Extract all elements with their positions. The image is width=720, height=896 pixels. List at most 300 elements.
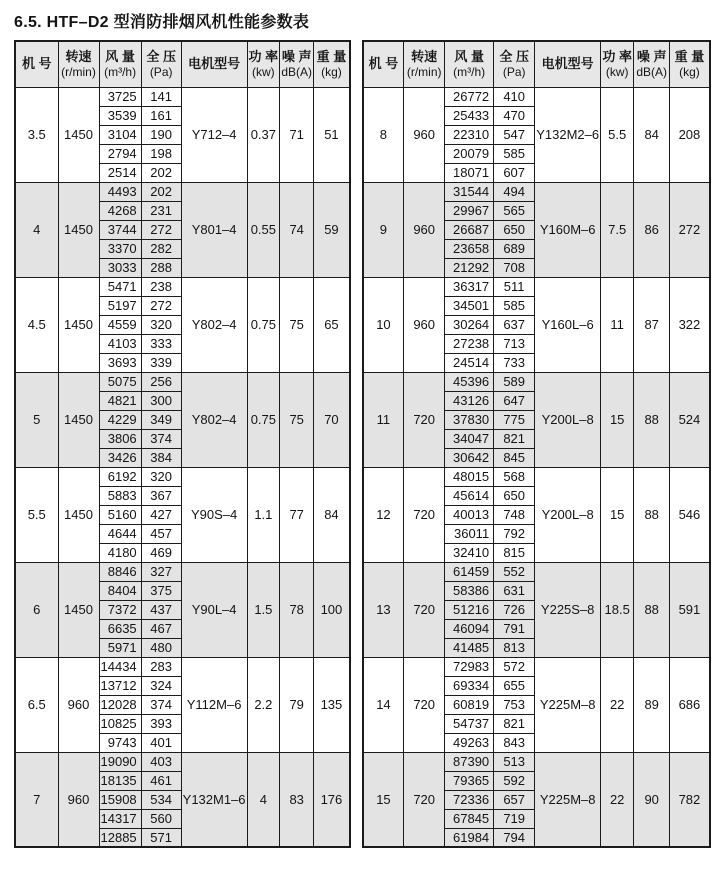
cell-air-volume: 27238	[445, 334, 494, 353]
cell-air-volume: 8846	[99, 562, 141, 581]
cell-pressure: 384	[141, 448, 181, 467]
cell-pressure: 374	[141, 429, 181, 448]
cell-pressure: 843	[494, 733, 535, 752]
cell-pressure: 748	[494, 505, 535, 524]
cell-pressure: 689	[494, 239, 535, 258]
cell-model-no: 10	[363, 277, 404, 372]
cell-power: 22	[601, 657, 634, 752]
cell-speed: 1450	[58, 562, 99, 657]
table-row	[363, 467, 710, 486]
cell-air-volume: 4268	[99, 201, 141, 220]
cell-noise: 88	[634, 562, 670, 657]
table-body	[363, 87, 710, 847]
cell-noise: 75	[280, 277, 314, 372]
cell-air-volume: 79365	[445, 771, 494, 790]
cell-noise: 83	[280, 752, 314, 847]
cell-speed: 720	[404, 467, 445, 562]
cell-pressure: 494	[494, 182, 535, 201]
cell-air-volume: 36011	[445, 524, 494, 543]
table-row	[15, 87, 350, 106]
cell-pressure: 733	[494, 353, 535, 372]
cell-air-volume: 26687	[445, 220, 494, 239]
cell-weight: 782	[670, 752, 710, 847]
cell-power: 0.55	[247, 182, 280, 277]
cell-power: 0.37	[247, 87, 280, 182]
cell-speed: 1450	[58, 182, 99, 277]
cell-pressure: 161	[141, 106, 181, 125]
cell-air-volume: 4180	[99, 543, 141, 562]
cell-air-volume: 20079	[445, 144, 494, 163]
cell-motor-model: Y160L–6	[535, 277, 601, 372]
cell-pressure: 272	[141, 220, 181, 239]
cell-air-volume: 4821	[99, 391, 141, 410]
cell-pressure: 349	[141, 410, 181, 429]
cell-speed: 960	[58, 657, 99, 752]
cell-speed: 1450	[58, 467, 99, 562]
cell-pressure: 367	[141, 486, 181, 505]
table-body	[15, 87, 350, 847]
column-unit: (r/min)	[406, 64, 442, 79]
cell-air-volume: 19090	[99, 752, 141, 771]
cell-weight: 65	[314, 277, 350, 372]
column-label: 噪 声	[636, 48, 667, 64]
cell-air-volume: 87390	[445, 752, 494, 771]
cell-air-volume: 58386	[445, 581, 494, 600]
cell-pressure: 231	[141, 201, 181, 220]
cell-air-volume: 54737	[445, 714, 494, 733]
cell-air-volume: 48015	[445, 467, 494, 486]
cell-pressure: 568	[494, 467, 535, 486]
cell-air-volume: 40013	[445, 505, 494, 524]
column-header-power	[601, 41, 634, 87]
cell-air-volume: 45396	[445, 372, 494, 391]
cell-pressure: 552	[494, 562, 535, 581]
column-header-pressure	[494, 41, 535, 87]
cell-air-volume: 3104	[99, 125, 141, 144]
cell-weight: 100	[314, 562, 350, 657]
cell-model-no: 7	[15, 752, 58, 847]
table-row	[363, 87, 710, 106]
column-header-motor-model	[535, 41, 601, 87]
cell-pressure: 374	[141, 695, 181, 714]
column-unit: (Pa)	[502, 64, 526, 79]
column-label: 功 率	[602, 48, 632, 64]
cell-air-volume: 36317	[445, 277, 494, 296]
cell-air-volume: 72336	[445, 790, 494, 809]
header-row	[363, 41, 710, 87]
cell-pressure: 324	[141, 676, 181, 695]
cell-pressure: 300	[141, 391, 181, 410]
column-unit: dB(A)	[281, 64, 313, 79]
column-label: 机 号	[368, 56, 399, 72]
cell-pressure: 327	[141, 562, 181, 581]
cell-noise: 90	[634, 752, 670, 847]
column-label: 风 量	[105, 48, 135, 64]
cell-air-volume: 4229	[99, 410, 141, 429]
cell-air-volume: 37830	[445, 410, 494, 429]
cell-pressure: 320	[141, 467, 181, 486]
column-header-model-no	[363, 41, 404, 87]
cell-motor-model: Y200L–8	[535, 467, 601, 562]
cell-power: 0.75	[247, 277, 280, 372]
column-unit: (Pa)	[149, 64, 173, 79]
column-label: 转速	[411, 48, 438, 64]
cell-pressure: 469	[141, 543, 181, 562]
cell-model-no: 6.5	[15, 657, 58, 752]
column-label: 电机型号	[541, 56, 594, 72]
cell-air-volume: 22310	[445, 125, 494, 144]
cell-motor-model: Y200L–8	[535, 372, 601, 467]
cell-weight: 84	[314, 467, 350, 562]
cell-pressure: 467	[141, 619, 181, 638]
cell-pressure: 480	[141, 638, 181, 657]
cell-pressure: 375	[141, 581, 181, 600]
cell-power: 5.5	[601, 87, 634, 182]
column-label: 风 量	[454, 48, 484, 64]
table-row	[15, 752, 350, 771]
cell-pressure: 256	[141, 372, 181, 391]
cell-air-volume: 61459	[445, 562, 494, 581]
cell-air-volume: 69334	[445, 676, 494, 695]
cell-pressure: 198	[141, 144, 181, 163]
cell-pressure: 845	[494, 448, 535, 467]
cell-pressure: 572	[494, 657, 535, 676]
cell-speed: 960	[404, 182, 445, 277]
cell-air-volume: 6635	[99, 619, 141, 638]
column-header-weight	[670, 41, 710, 87]
cell-motor-model: Y160M–6	[535, 182, 601, 277]
cell-power: 18.5	[601, 562, 634, 657]
cell-pressure: 775	[494, 410, 535, 429]
cell-noise: 88	[634, 372, 670, 467]
cell-model-no: 15	[363, 752, 404, 847]
cell-pressure: 513	[494, 752, 535, 771]
cell-motor-model: Y112M–6	[181, 657, 247, 752]
cell-pressure: 457	[141, 524, 181, 543]
cell-speed: 1450	[58, 87, 99, 182]
cell-pressure: 393	[141, 714, 181, 733]
cell-weight: 686	[670, 657, 710, 752]
table-row	[15, 657, 350, 676]
cell-air-volume: 5883	[99, 486, 141, 505]
cell-air-volume: 29967	[445, 201, 494, 220]
cell-pressure: 650	[494, 486, 535, 505]
column-label: 全 压	[499, 48, 529, 64]
cell-model-no: 12	[363, 467, 404, 562]
cell-pressure: 547	[494, 125, 535, 144]
column-label: 机 号	[21, 56, 52, 72]
cell-pressure: 511	[494, 277, 535, 296]
column-header-power	[247, 41, 280, 87]
cell-model-no: 4	[15, 182, 58, 277]
cell-pressure: 320	[141, 315, 181, 334]
column-header-air-volume	[445, 41, 494, 87]
cell-air-volume: 2514	[99, 163, 141, 182]
cell-pressure: 238	[141, 277, 181, 296]
cell-air-volume: 3693	[99, 353, 141, 372]
cell-power: 11	[601, 277, 634, 372]
cell-power: 1.1	[247, 467, 280, 562]
cell-air-volume: 4559	[99, 315, 141, 334]
table-row	[363, 657, 710, 676]
cell-motor-model: Y90L–4	[181, 562, 247, 657]
cell-pressure: 427	[141, 505, 181, 524]
cell-model-no: 8	[363, 87, 404, 182]
column-header-model-no	[15, 41, 58, 87]
table-row	[15, 182, 350, 201]
cell-air-volume: 41485	[445, 638, 494, 657]
column-label: 转速	[65, 48, 92, 64]
column-label: 功 率	[248, 48, 279, 64]
cell-weight: 135	[314, 657, 350, 752]
column-header-noise	[634, 41, 670, 87]
cell-power: 1.5	[247, 562, 280, 657]
cell-pressure: 647	[494, 391, 535, 410]
cell-air-volume: 24514	[445, 353, 494, 372]
cell-weight: 546	[670, 467, 710, 562]
cell-speed: 720	[404, 372, 445, 467]
cell-pressure: 401	[141, 733, 181, 752]
cell-air-volume: 3806	[99, 429, 141, 448]
cell-speed: 720	[404, 657, 445, 752]
cell-noise: 78	[280, 562, 314, 657]
cell-pressure: 607	[494, 163, 535, 182]
cell-noise: 74	[280, 182, 314, 277]
cell-pressure: 655	[494, 676, 535, 695]
cell-motor-model: Y132M1–6	[181, 752, 247, 847]
cell-air-volume: 8404	[99, 581, 141, 600]
cell-air-volume: 49263	[445, 733, 494, 752]
cell-noise: 79	[280, 657, 314, 752]
cell-air-volume: 4644	[99, 524, 141, 543]
cell-motor-model: Y90S–4	[181, 467, 247, 562]
cell-power: 7.5	[601, 182, 634, 277]
cell-air-volume: 67845	[445, 809, 494, 828]
cell-motor-model: Y801–4	[181, 182, 247, 277]
cell-noise: 75	[280, 372, 314, 467]
cell-air-volume: 45614	[445, 486, 494, 505]
cell-pressure: 282	[141, 239, 181, 258]
table-row	[15, 467, 350, 486]
cell-weight: 322	[670, 277, 710, 372]
cell-motor-model: Y225S–8	[535, 562, 601, 657]
cell-air-volume: 25433	[445, 106, 494, 125]
cell-air-volume: 4103	[99, 334, 141, 353]
cell-weight: 208	[670, 87, 710, 182]
cell-air-volume: 30264	[445, 315, 494, 334]
cell-pressure: 589	[494, 372, 535, 391]
cell-pressure: 437	[141, 600, 181, 619]
cell-motor-model: Y712–4	[181, 87, 247, 182]
fan-table-left	[14, 40, 351, 848]
cell-pressure: 190	[141, 125, 181, 144]
cell-air-volume: 2794	[99, 144, 141, 163]
cell-model-no: 9	[363, 182, 404, 277]
table-row	[363, 562, 710, 581]
column-label: 全 压	[146, 48, 176, 64]
cell-air-volume: 9743	[99, 733, 141, 752]
cell-air-volume: 15908	[99, 790, 141, 809]
cell-air-volume: 4493	[99, 182, 141, 201]
column-unit: (kg)	[321, 64, 342, 79]
cell-pressure: 333	[141, 334, 181, 353]
cell-pressure: 403	[141, 752, 181, 771]
page-title: 6.5. HTF–D2 型消防排烟风机性能参数表	[14, 14, 310, 31]
column-header-air-volume	[99, 41, 141, 87]
cell-air-volume: 72983	[445, 657, 494, 676]
cell-power: 0.75	[247, 372, 280, 467]
cell-noise: 86	[634, 182, 670, 277]
cell-air-volume: 18071	[445, 163, 494, 182]
cell-air-volume: 5197	[99, 296, 141, 315]
column-unit: (kw)	[605, 64, 629, 79]
cell-pressure: 791	[494, 619, 535, 638]
fan-table-right	[362, 40, 711, 848]
cell-air-volume: 43126	[445, 391, 494, 410]
cell-noise: 84	[634, 87, 670, 182]
cell-air-volume: 61984	[445, 828, 494, 847]
cell-speed: 720	[404, 752, 445, 847]
cell-air-volume: 3033	[99, 258, 141, 277]
cell-air-volume: 32410	[445, 543, 494, 562]
cell-air-volume: 14434	[99, 657, 141, 676]
cell-pressure: 272	[141, 296, 181, 315]
cell-weight: 524	[670, 372, 710, 467]
cell-model-no: 5	[15, 372, 58, 467]
cell-pressure: 821	[494, 714, 535, 733]
cell-speed: 1450	[58, 372, 99, 467]
cell-motor-model: Y802–4	[181, 277, 247, 372]
table-row	[363, 752, 710, 771]
cell-motor-model: Y225M–8	[535, 657, 601, 752]
cell-pressure: 726	[494, 600, 535, 619]
cell-speed: 1450	[58, 277, 99, 372]
cell-air-volume: 34047	[445, 429, 494, 448]
cell-air-volume: 13712	[99, 676, 141, 695]
header-row	[15, 41, 350, 87]
cell-pressure: 719	[494, 809, 535, 828]
cell-air-volume: 18135	[99, 771, 141, 790]
cell-air-volume: 10825	[99, 714, 141, 733]
cell-air-volume: 31544	[445, 182, 494, 201]
cell-weight: 176	[314, 752, 350, 847]
column-header-noise	[280, 41, 314, 87]
column-unit: (r/min)	[61, 64, 96, 79]
cell-model-no: 4.5	[15, 277, 58, 372]
cell-air-volume: 14317	[99, 809, 141, 828]
cell-pressure: 631	[494, 581, 535, 600]
cell-model-no: 5.5	[15, 467, 58, 562]
cell-air-volume: 12028	[99, 695, 141, 714]
column-unit: (kg)	[679, 64, 700, 79]
cell-air-volume: 34501	[445, 296, 494, 315]
cell-weight: 70	[314, 372, 350, 467]
cell-air-volume: 3426	[99, 448, 141, 467]
cell-pressure: 339	[141, 353, 181, 372]
cell-power: 22	[601, 752, 634, 847]
table-row	[363, 277, 710, 296]
table-header	[15, 41, 350, 87]
cell-air-volume: 51216	[445, 600, 494, 619]
cell-pressure: 821	[494, 429, 535, 448]
tables-container	[14, 40, 720, 848]
table-row	[15, 372, 350, 391]
column-header-speed	[58, 41, 99, 87]
cell-motor-model: Y802–4	[181, 372, 247, 467]
cell-pressure: 288	[141, 258, 181, 277]
cell-noise: 71	[280, 87, 314, 182]
column-header-weight	[314, 41, 350, 87]
cell-air-volume: 5075	[99, 372, 141, 391]
cell-noise: 89	[634, 657, 670, 752]
column-unit: (kw)	[252, 64, 275, 79]
column-label: 重 量	[674, 48, 705, 64]
cell-model-no: 3.5	[15, 87, 58, 182]
cell-air-volume: 3744	[99, 220, 141, 239]
cell-pressure: 560	[141, 809, 181, 828]
cell-air-volume: 21292	[445, 258, 494, 277]
cell-air-volume: 46094	[445, 619, 494, 638]
cell-pressure: 410	[494, 87, 535, 106]
cell-pressure: 753	[494, 695, 535, 714]
cell-pressure: 585	[494, 144, 535, 163]
table-row	[363, 372, 710, 391]
cell-pressure: 650	[494, 220, 535, 239]
cell-air-volume: 3370	[99, 239, 141, 258]
table-header	[363, 41, 710, 87]
column-header-motor-model	[181, 41, 247, 87]
cell-noise: 88	[634, 467, 670, 562]
cell-air-volume: 3539	[99, 106, 141, 125]
cell-pressure: 470	[494, 106, 535, 125]
cell-pressure: 713	[494, 334, 535, 353]
cell-pressure: 202	[141, 163, 181, 182]
table-row	[15, 562, 350, 581]
cell-pressure: 708	[494, 258, 535, 277]
cell-power: 4	[247, 752, 280, 847]
column-label: 重 量	[316, 48, 347, 64]
column-unit: dB(A)	[636, 64, 668, 79]
cell-power: 15	[601, 372, 634, 467]
cell-air-volume: 60819	[445, 695, 494, 714]
table-row	[363, 182, 710, 201]
cell-weight: 51	[314, 87, 350, 182]
cell-speed: 720	[404, 562, 445, 657]
cell-pressure: 815	[494, 543, 535, 562]
column-label: 电机型号	[188, 56, 241, 72]
cell-model-no: 6	[15, 562, 58, 657]
cell-pressure: 202	[141, 182, 181, 201]
cell-motor-model: Y132M2–6	[535, 87, 601, 182]
cell-pressure: 534	[141, 790, 181, 809]
cell-air-volume: 5971	[99, 638, 141, 657]
column-unit: (m³/h)	[453, 64, 486, 79]
cell-weight: 59	[314, 182, 350, 277]
cell-air-volume: 5160	[99, 505, 141, 524]
column-unit: (m³/h)	[104, 64, 137, 79]
column-label: 噪 声	[281, 48, 312, 64]
cell-power: 15	[601, 467, 634, 562]
cell-pressure: 585	[494, 296, 535, 315]
cell-air-volume: 6192	[99, 467, 141, 486]
cell-weight: 591	[670, 562, 710, 657]
cell-pressure: 461	[141, 771, 181, 790]
cell-air-volume: 23658	[445, 239, 494, 258]
cell-model-no: 14	[363, 657, 404, 752]
cell-speed: 960	[404, 87, 445, 182]
cell-power: 2.2	[247, 657, 280, 752]
cell-pressure: 792	[494, 524, 535, 543]
